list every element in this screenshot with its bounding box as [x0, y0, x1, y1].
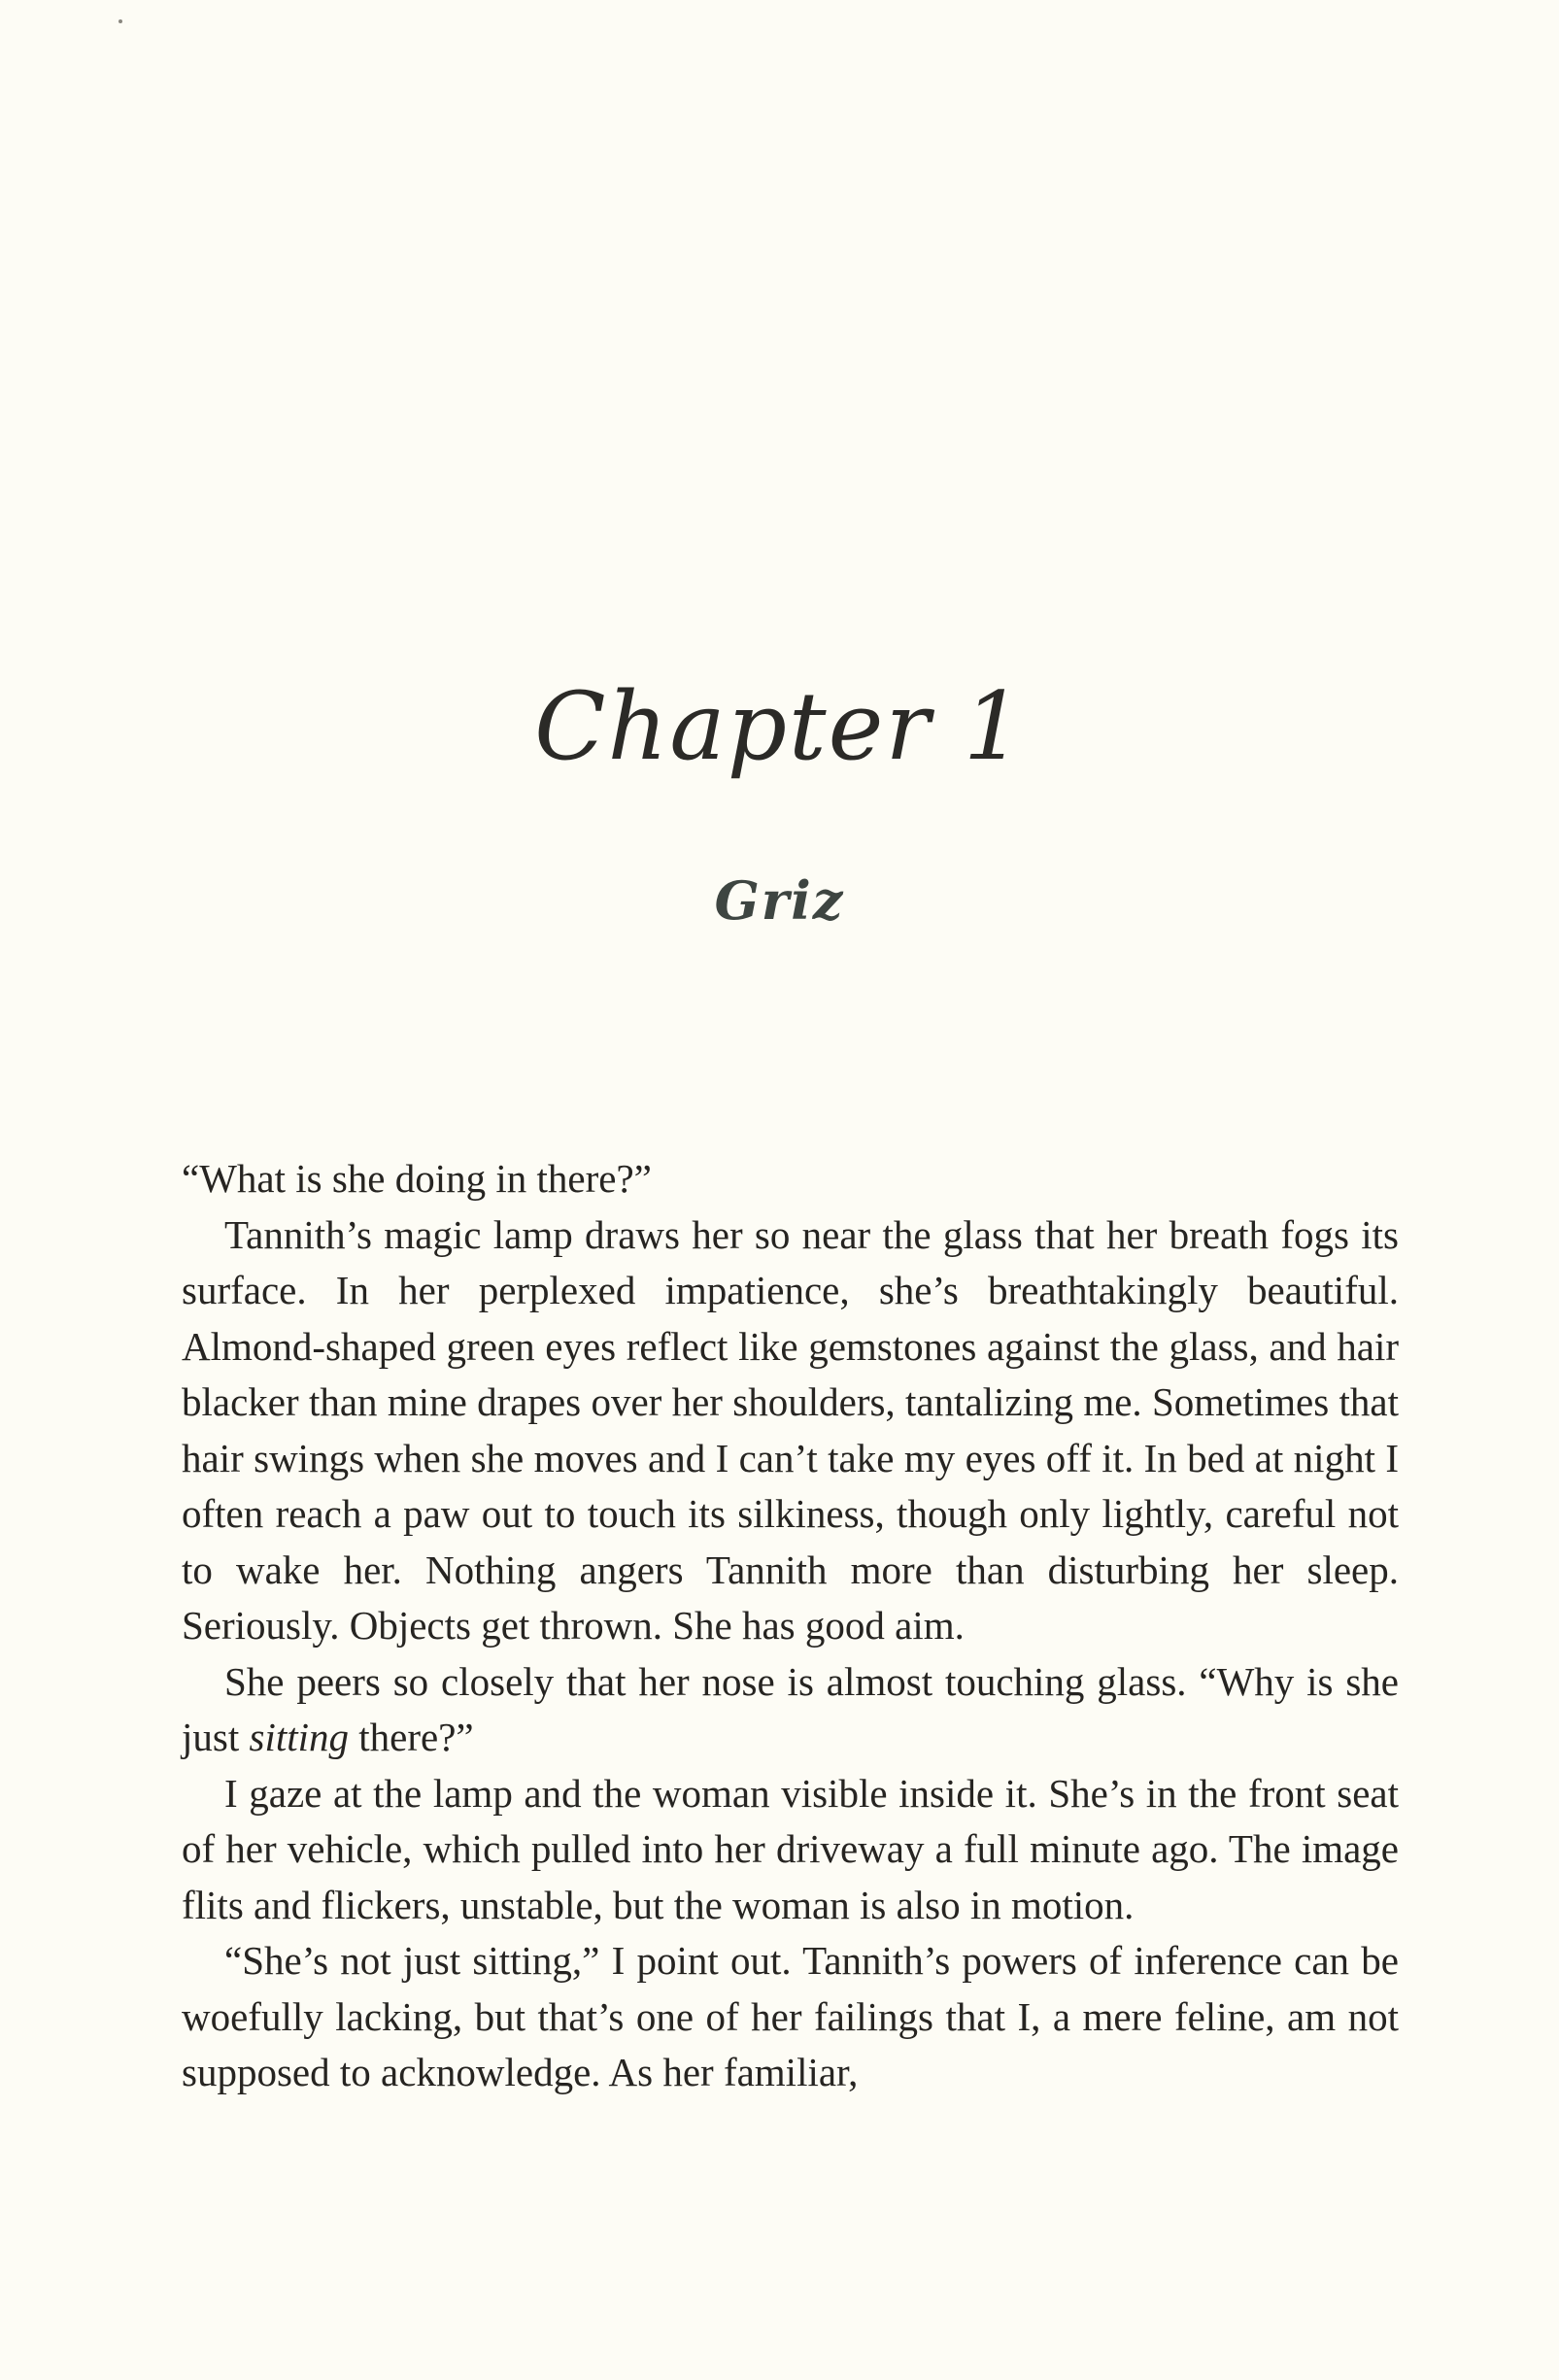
paragraph-text: there?” — [349, 1715, 474, 1759]
paragraph: I gaze at the lamp and the woman visible inside it. She’s in the front seat of her vehicle, which pulled into her driveway a full minute ago. The image flits and flickers, unstable, but the woman is also in motion. — [182, 1770, 1399, 1927]
emphasized-word: sitting — [249, 1715, 350, 1759]
paragraph: “What is she doing in there?” — [182, 1156, 652, 1201]
paper-speck — [119, 19, 122, 23]
chapter-label: Chapter 1 — [534, 672, 1025, 781]
body-text — [182, 1151, 1399, 2101]
chapter-heading — [0, 672, 1559, 781]
paragraph: “She’s not just sitting,” I point out. Tannith’s powers of inference can be woefully lacking, but that’s one of her failings that I, a mere feline, am not supposed to acknowledge. As her familiar, — [182, 1938, 1399, 2094]
paragraph-text: She peers so closely that her nose is almost touching glass. “Why is she just — [182, 1658, 1399, 1759]
paragraph — [182, 1654, 1399, 1766]
chapter-title: Griz — [714, 869, 845, 932]
paragraph: Tannith’s magic lamp draws her so near the glass that her breath fogs its surface. In her perplexed impatience, she’s breathtakingly beautiful. Almond-shaped green eyes reflect like gemstones against the glass, and hair blacker than mine drapes over her shoulders, tantalizing me. Sometimes that hair swings when she moves and I can’t take my eyes off it. In bed at night I often reach a paw out to touch its silkiness, though only lightly, careful not to wake her. Nothing angers Tannith more than disturbing her sleep. Seriously. Objects get thrown. She has good aim. — [182, 1211, 1399, 1648]
